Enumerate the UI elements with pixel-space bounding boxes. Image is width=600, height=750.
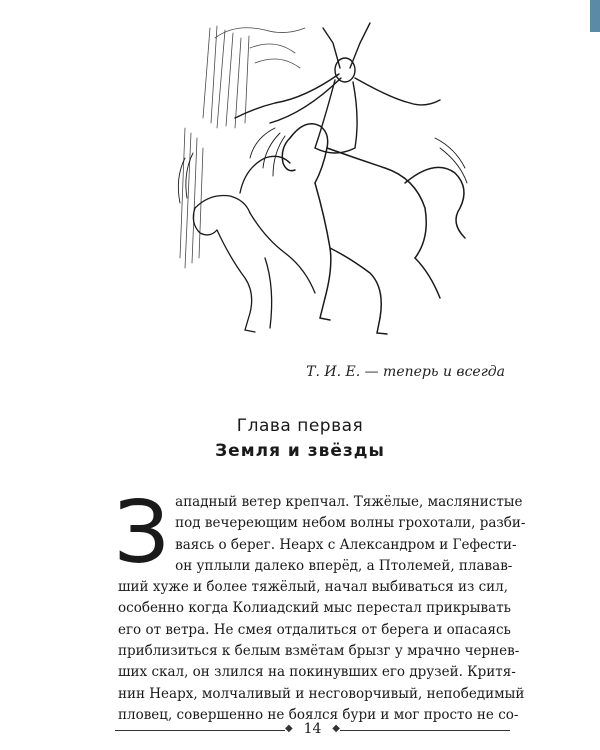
- footer-rule-right: [340, 730, 510, 731]
- body-text: [114, 483, 526, 726]
- page-edge-marker: [590, 0, 600, 32]
- footer-ornament-icon: ◆: [332, 723, 340, 734]
- text-line: нин Неарх, молчаливый и несговорчивый, непобедимый: [118, 685, 525, 702]
- text-line: под вечереющим небом волны грохотали, разби-: [175, 515, 526, 532]
- text-line: ших скал, он злился на покинувших его друзей. Критя-: [118, 664, 516, 681]
- epigraph-caption: Т. И. Е. — теперь и всегда: [306, 364, 505, 380]
- page-number: 14: [303, 721, 322, 737]
- text-line: приблизиться к белым взмётам брызг у мрачно чернев-: [118, 643, 520, 660]
- chapter-number: Глава первая: [236, 416, 364, 436]
- text-line: он уплыли далеко вперёд, а Птолемей, плавав-: [175, 557, 513, 574]
- footer-ornament-icon: ◆: [285, 723, 293, 734]
- chapter-title: Земля и звёзды: [215, 441, 385, 461]
- horses-illustration: [155, 8, 485, 358]
- text-line: ваясь о берег. Неарх с Александром и Гефести-: [175, 536, 517, 553]
- text-line: его от ветра. Не смея отдалиться от берега и опасаясь: [118, 621, 511, 638]
- text-line: ший хуже и более тяжёлый, начал выбиваться из сил,: [118, 579, 509, 596]
- text-line: особенно когда Колиадский мыс перестал прикрывать: [118, 600, 512, 617]
- text-line: пловец, совершенно не боялся бури и мог просто не со-: [118, 706, 519, 723]
- page-footer: [115, 720, 510, 740]
- text-line: ападный ветер крепчал. Тяжёлые, маслянистые: [175, 494, 523, 510]
- drop-cap: З: [114, 483, 170, 583]
